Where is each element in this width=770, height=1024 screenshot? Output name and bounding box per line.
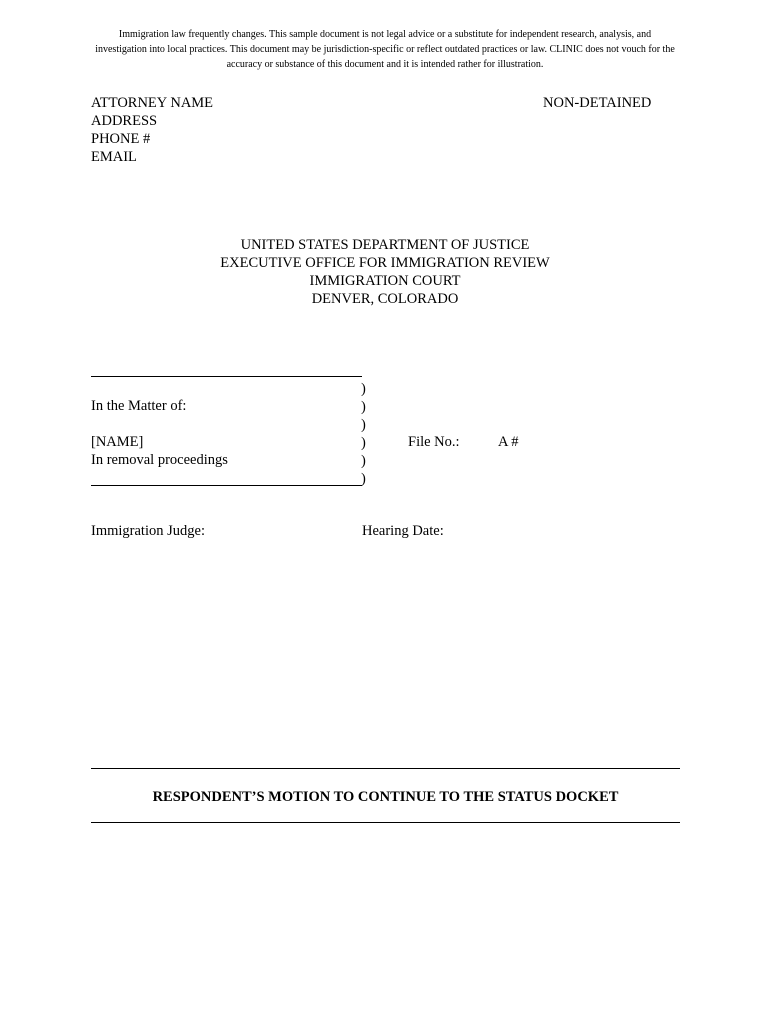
attorney-name: ATTORNEY NAME (91, 95, 214, 111)
court-office: EXECUTIVE OFFICE FOR IMMIGRATION REVIEW (220, 255, 550, 271)
caption-bottom-rule (91, 485, 362, 486)
title-bottom-rule (91, 822, 680, 823)
proceedings-type: In removal proceedings (91, 452, 228, 468)
court-name: IMMIGRATION COURT (309, 273, 461, 289)
motion-title: RESPONDENT’S MOTION TO CONTINUE TO THE STATUS DOCKET (152, 789, 619, 805)
caption-top-rule (91, 376, 362, 377)
file-number-label: File No.: (408, 434, 460, 450)
caption-paren: ) (361, 399, 366, 415)
attorney-info-block (91, 94, 213, 166)
hearing-date-label: Hearing Date: (362, 523, 444, 539)
court-department: UNITED STATES DEPARTMENT OF JUSTICE (240, 237, 530, 253)
caption-paren: ) (361, 453, 366, 469)
title-top-rule (91, 768, 680, 769)
caption-paren: ) (361, 471, 366, 487)
custody-status: NON-DETAINED (543, 95, 652, 111)
caption-paren: ) (361, 381, 366, 397)
matter-label: In the Matter of: (91, 398, 187, 414)
caption-paren: ) (361, 417, 366, 433)
file-number-value: A # (498, 434, 519, 450)
attorney-email: EMAIL (91, 149, 137, 165)
disclaimer-text: Immigration law frequently changes. This sample document is not legal advice or a substitute for independent research, analysis, and investigation into local practices. This document may be jurisdiction-specific or reflect outdated practices or law. CLINIC does not vouch for the accuracy or substance of this document and it is intended rather for illustration. (95, 29, 675, 70)
court-header (0, 236, 770, 308)
attorney-phone: PHONE # (91, 131, 151, 147)
immigration-judge-label: Immigration Judge: (91, 523, 205, 539)
court-location: DENVER, COLORADO (311, 291, 459, 307)
caption-paren-column (361, 380, 366, 488)
attorney-address: ADDRESS (91, 113, 158, 129)
respondent-name: [NAME] (91, 434, 144, 450)
caption-paren: ) (361, 435, 366, 451)
